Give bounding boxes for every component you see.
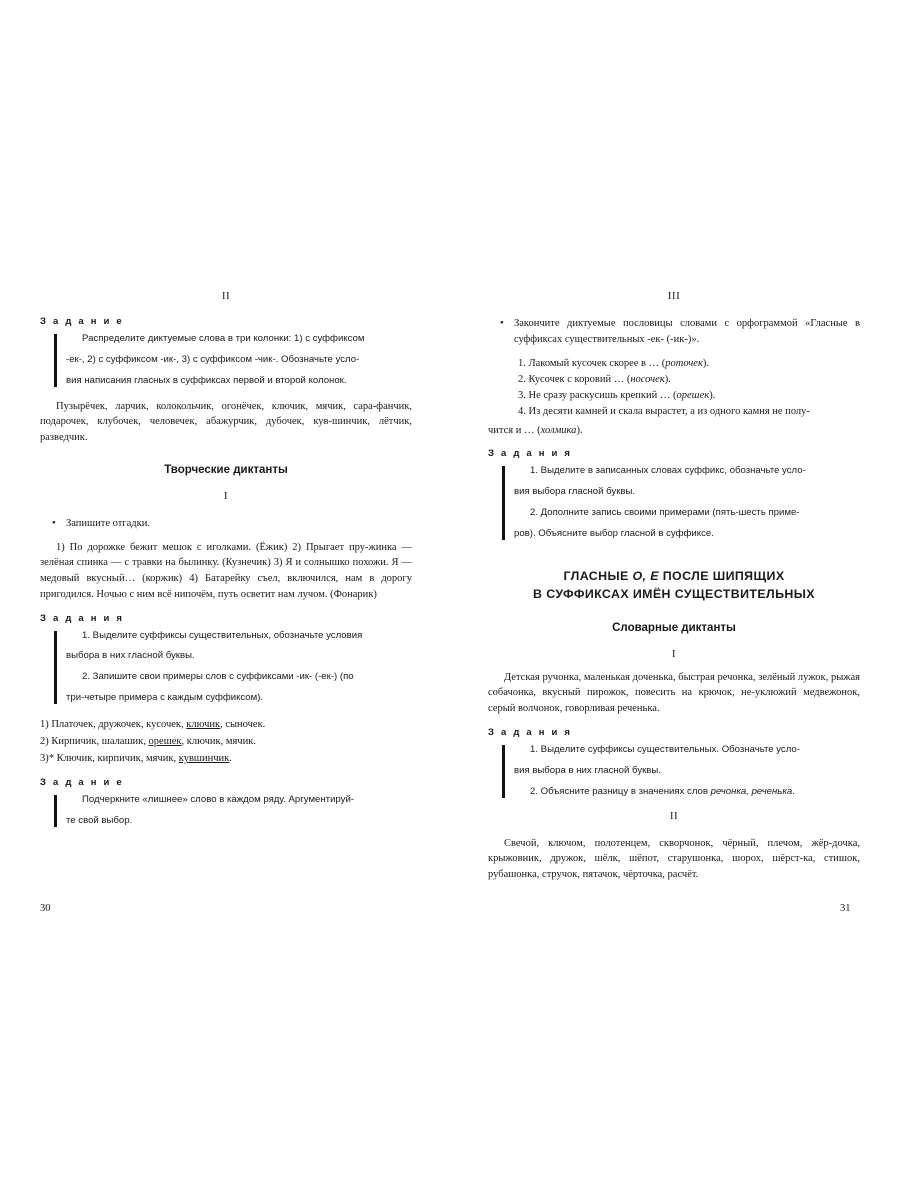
task-line: 1. Выделите суффиксы существительных. Обозначьте усло-: [530, 743, 800, 755]
task-part: .: [792, 785, 795, 797]
underlined-word: орешек: [148, 736, 182, 748]
task-block-vocab: [502, 743, 860, 800]
subsection-number-roman-2: II: [669, 809, 679, 822]
heading-part: ПОСЛЕ ШИПЯЩИХ: [658, 568, 785, 583]
task-line: те свой выбор.: [66, 814, 133, 826]
zadaniya-heading: З а д а н и я: [488, 448, 573, 460]
task-line: вия выбора гласной буквы.: [514, 486, 636, 498]
list-item: 3)* Ключик, кирпичик, мячик, кувшинчик.: [40, 753, 232, 765]
instruction-write-answers: • Запишите отгадки.: [40, 516, 412, 532]
heading-part: ГЛАСНЫЕ: [563, 568, 633, 583]
page-number-right: 31: [840, 903, 851, 914]
task-line: вия выбора в них гласной буквы.: [514, 764, 661, 776]
task-line: 2. Запишите свои примеры слов с суффиксами -ик- (-ек-) (по: [82, 671, 354, 683]
section-title-vocabulary-dictations: Словарные диктанты: [612, 621, 736, 634]
section-title-creative-dictations: Творческие диктанты: [164, 463, 288, 476]
proverbs-list: [488, 356, 860, 421]
list-item: 4. Из десяти камней и скала вырастет, а из одного камня не полу-: [518, 406, 810, 418]
zadanie-heading: З а д а н и е: [40, 316, 124, 327]
instruction-line: «Гласные в суффиксах существительных -ек- (-ик-)».: [514, 318, 861, 345]
list-item: 2) Кирпичик, шалашик, орешек, ключик, мячик.: [40, 736, 256, 748]
section-number-roman: III: [667, 290, 681, 302]
task-line: три-четыре примера с каждым суффиксом).: [66, 692, 264, 704]
task-line: 2. Дополните запись своими примерами (пять-шесть приме-: [530, 507, 800, 519]
underlined-word: ключик: [186, 719, 221, 731]
subsection-number-roman: I: [223, 489, 229, 502]
subsection-number-roman: I: [671, 647, 677, 660]
zadaniya-heading: З а д а н и я: [40, 612, 125, 624]
proverbs-continuation: чится и … (холмика).: [488, 424, 583, 436]
chapter-heading: [488, 568, 860, 604]
task-line: ров). Объясните выбор гласной в суффиксе.: [514, 527, 714, 539]
task-line: [514, 785, 860, 800]
word-list-paragraph: Пузырёчек, ларчик, колокольчик, огонёчек, ключик, мячик, сара-фанчик, подарочек, клубочек, человечек, абажурчик, дубочек, кув-шинчик, лётчик, разведчик.: [40, 400, 412, 444]
task-line: вия написания гласных в суффиксах первой и второй колонок.: [66, 374, 347, 386]
task-block-suffixes: [54, 629, 412, 706]
dictation-paragraph-1: Детская ручонка, маленькая доченька, быстрая речонка, зелёный лужок, рыжая собачонка, вкусный пирожок, повесить на крючок, не-уклюжий медвежонок, серый волчонок, говорливая реченька.: [488, 671, 860, 715]
left-page: [40, 290, 412, 839]
zadaniya-heading-2: З а д а н и я: [488, 726, 573, 738]
list-item: 2. Кусочек с коровий … (носочек).: [518, 373, 671, 385]
page-number-left: 30: [40, 903, 51, 914]
task-line: -ек-, 2) с суффиксом -ик-, 3) с суффиксом -чик-. Обозначьте усло-: [66, 353, 360, 365]
task-block-extra-word: [54, 793, 412, 829]
task-line: Распределите диктуемые слова в три колонки: 1) с суффиксом: [82, 333, 365, 344]
task-block-distribute: [54, 332, 412, 389]
dictation-paragraph-2: Свечой, ключом, полотенцем, скворчонок, чёрный, плечом, жёр-дочка, крыжовник, дружок, шёлк, шёпот, старушонка, шорох, шёрст-ка, стишок, рубашонка, стручок, пятачок, чёрточка, расчёт.: [488, 837, 860, 881]
task-block-mark-suffix: [502, 464, 860, 541]
riddles-paragraph: 1) По дорожке бежит мешок с иголками. (Ёжик) 2) Прыгает пру-жинка — зелёная спинка — с травки на былинку. (Кузнечик) 3) Я и солнышко похожи. Я — медовый вкусный… (коржик) 4) Батарейку съел, включился, нам в дорогу пригодился. Ночью с ним всё нипочём, путь осветит нам лучом. (Фонарик): [40, 541, 412, 600]
instruction-line: Закончите диктуемые пословицы словами с орфограммой: [514, 318, 798, 329]
word-rows-list: [40, 716, 412, 767]
task-line: 1. Выделите в записанных словах суффикс, обозначьте усло-: [530, 465, 806, 477]
underlined-word: кувшинчик: [178, 753, 230, 765]
zadanie-heading-2: З а д а н и е: [40, 777, 124, 789]
task-italic-part: речонка, реченька: [710, 785, 793, 797]
chapter-heading-line-1: [488, 568, 860, 586]
list-item: 1. Лакомый кусочек скорее в … (роточек).: [518, 357, 710, 369]
instruction-finish-proverbs: [488, 316, 860, 348]
task-line: Подчеркните «лишнее» слово в каждом ряду. Аргументируй-: [82, 794, 355, 806]
list-item: 1) Платочек, дружочек, кусочек, ключик, сыночек.: [40, 719, 266, 731]
section-number-roman: II: [221, 290, 231, 302]
right-page: [488, 290, 860, 893]
task-line: 1. Выделите суффиксы существительных, обозначьте условия: [82, 629, 363, 641]
heading-italic-part: О, Е: [632, 568, 659, 583]
task-part: 2. Объясните разницу в значениях слов: [530, 785, 711, 797]
chapter-heading-line-2: В СУФФИКСАХ ИМЁН СУЩЕСТВИТЕЛЬНЫХ: [533, 586, 815, 601]
task-line: выбора в них гласной буквы.: [66, 650, 195, 662]
list-item: 3. Не сразу раскусишь крепкий … (орешек).: [518, 390, 716, 402]
